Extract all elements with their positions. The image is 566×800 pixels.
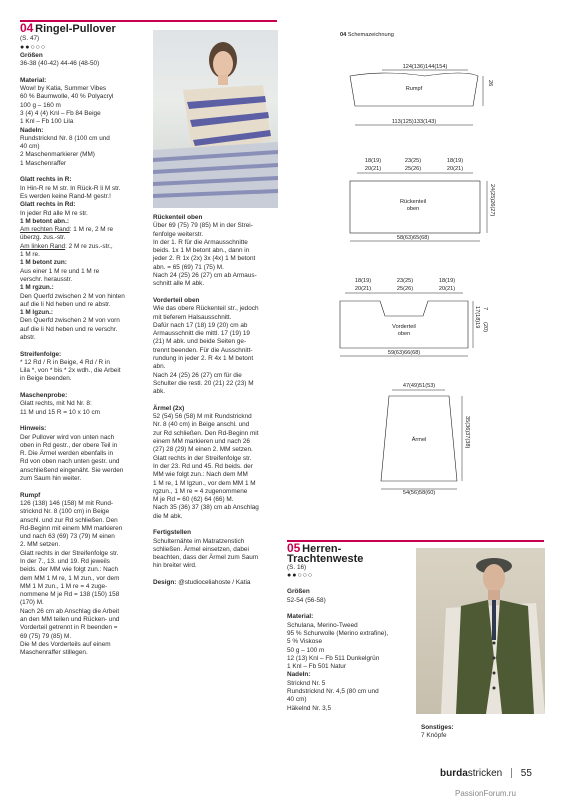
rumpf-line: beids. der MM wie folgt zun.: Nach: [20, 566, 119, 574]
rumpf-line: 69 (75) 79 (85) M.: [20, 632, 72, 640]
svg-text:124(136)144(154): 124(136)144(154): [402, 64, 448, 70]
rumpf-line: dem MM 1 M re, 1 M zun., vor dem: [20, 574, 120, 582]
aermel-line: 52 (54) 56 (58) M mit Rundstricknd: [153, 413, 252, 421]
rgzun-heading: 1 M rgzun.:: [20, 284, 54, 292]
svg-text:35(36)37(38): 35(36)37(38): [464, 416, 470, 449]
schema-rumpf: [350, 64, 493, 125]
rumpf-line: 2. MM setzen.: [20, 541, 61, 549]
section-04-rule: [20, 20, 277, 22]
svg-text:20(21): 20(21): [446, 166, 464, 172]
rumpf-line: (170) M.: [20, 599, 44, 607]
schema-title: 04 Schemazeichnung: [340, 32, 394, 38]
svg-text:25(26): 25(26): [396, 286, 414, 292]
rumpf-line: stricknd Nr. 8 (100 cm) in Beige: [20, 508, 110, 516]
aermel-line: Nr. 8 (40 cm) in Beige anschl. und: [153, 421, 250, 429]
ruecken-line: schnitt alle M abk.: [153, 280, 205, 288]
fertig-line: beachten, dass der Ärmel zum Saum: [153, 554, 259, 562]
svg-text:20(21): 20(21): [438, 286, 456, 292]
sizes-text: 52-54 (56-58): [287, 596, 326, 604]
zun-line: verschr. herausstr.: [20, 275, 73, 283]
material-line: Wow! by Katia, Summer Vibes: [20, 85, 107, 93]
glatt-r-line: In Hin-R re M str. In Rück-R li M str.: [20, 184, 121, 192]
rumpf-line: Die M des Vorderteils auf einem: [20, 640, 111, 648]
hinweis-line: Der Pullover wird von unten nach: [20, 433, 115, 441]
hinweis-line: zum Saum hin weiter.: [20, 475, 82, 483]
streifen-line: Lila *, von * bis * 2x wdh., die Arbeit: [20, 367, 121, 375]
difficulty-rating: ●●○○○: [20, 43, 47, 51]
rumpf-line: Maschenraffer stillegen.: [20, 649, 88, 657]
rumpf-line: an den MM teilen und Rücken- und: [20, 616, 120, 624]
material-line: Schulana, Merino-Tweed: [287, 621, 358, 629]
needles-line: Rundstricknd Nr. 4,5 (80 cm und: [287, 688, 379, 696]
aermel-line: Nach 35 (36) 37 (38) cm ab Anschlag: [153, 504, 259, 512]
glatt-r-line: Es werden keine Rand-M gestr.!: [20, 192, 111, 200]
pattern-05-ref: (S. 16): [287, 563, 307, 571]
ruecken-line: In der 1. R für die Armausschnitte: [153, 238, 248, 246]
svg-text:(20): (20): [482, 322, 488, 332]
rumpf-line: Rd-Beginn mit einem MM markieren: [20, 524, 123, 532]
probe-heading: Maschenprobe:: [20, 392, 68, 400]
vorder-line: trennt beenden. Für die Ausschnitt-: [153, 346, 253, 354]
abn-left-line: Am linken Rand: 2 M re zus.-str.,: [20, 242, 113, 250]
lgzun-line: auf die li Nd heben und re verschr.: [20, 325, 118, 333]
svg-text:oben: oben: [397, 331, 411, 337]
material-line: 100 g – 160 m: [20, 101, 61, 109]
aermel-line: MM wie folgt zun.: Nach dem MM: [153, 471, 248, 479]
material-line: 1 Knl – Fb 501 Natur: [287, 663, 346, 671]
schema-aermel: [381, 383, 470, 496]
ruecken-line: Über 69 (75) 79 (85) M in der Strei-: [153, 222, 253, 230]
watermark: PassionForum.ru: [455, 789, 516, 798]
svg-text:25(26): 25(26): [404, 166, 422, 172]
svg-text:113(125)133(143): 113(125)133(143): [391, 119, 437, 125]
svg-text:Rumpf: Rumpf: [405, 86, 423, 92]
svg-text:26: 26: [487, 80, 493, 87]
zun-heading: 1 M betont zun:: [20, 259, 67, 267]
vorder-line: mit tieferem Halsausschnitt.: [153, 313, 232, 321]
page-number: 55: [520, 768, 532, 779]
sonstiges-heading: Sonstiges:: [421, 724, 454, 731]
needles-heading: Nadeln:: [20, 126, 44, 134]
ruecken-line: fenfolge weiterstr.: [153, 230, 204, 238]
aermel-line: 1 M re, 1 M lgzun., vor dem MM 1 M: [153, 479, 256, 487]
vorder-line: Wie das obere Rückenteil str., jedoch: [153, 305, 259, 313]
pattern-04-heading: 04 Ringel-Pullover: [20, 21, 116, 35]
svg-text:Ärmel: Ärmel: [411, 437, 427, 443]
vorder-line: (21) M abk. und beide Seiten ge-: [153, 338, 247, 346]
photo-ringel-pullover: [153, 30, 278, 208]
vorder-line: Armausschnitt die mittl. 17 (19) 19: [153, 330, 250, 338]
lgzun-line: Den Querfd zwischen 2 M von vorn: [20, 317, 120, 325]
vorder-heading: Vorderteil oben: [153, 296, 200, 304]
aermel-line: Glatt rechts in der Streifenfolge str.: [153, 454, 252, 462]
needles-line: Häkelnd Nr. 3,5: [287, 704, 332, 712]
material-line: 50 g – 100 m: [287, 646, 325, 654]
fertig-heading: Fertigstellen: [153, 529, 191, 537]
ruecken-line: abn. = 65 (69) 71 (75) M.: [153, 263, 224, 271]
difficulty-rating: ●●○○○: [287, 571, 314, 579]
pattern-05-column: [287, 541, 407, 713]
aermel-line: einem MM markieren und nach 26: [153, 438, 250, 446]
page-footer: burdastricken 55: [440, 768, 532, 779]
material-heading: Material:: [287, 613, 314, 621]
vorder-line: rundung in jeder 2. R 4x 1 M betont: [153, 355, 254, 363]
probe-line: Glatt rechts, mit Nd Nr. 8:: [20, 400, 92, 408]
rumpf-line: MM 1 M zun., 1 M re = 4 zuge-: [20, 582, 108, 590]
hinweis-heading: Hinweis:: [20, 425, 47, 433]
rumpf-heading: Rumpf: [20, 491, 41, 499]
svg-text:17(18)19: 17(18)19: [474, 306, 480, 329]
aermel-line: (27) 28 (29) M einen 2. MM setzen.: [153, 446, 253, 454]
needles-line: 40 cm): [20, 143, 40, 151]
svg-text:47(49)51(53): 47(49)51(53): [402, 383, 436, 389]
rumpf-line: Glatt rechts in der Streifenfolge str.: [20, 549, 119, 557]
svg-text:18(19): 18(19): [364, 158, 382, 164]
needles-line: 40 cm): [287, 696, 307, 704]
svg-text:7: 7: [482, 307, 488, 311]
abn-right-line: überzg. zus.-str.: [20, 234, 66, 242]
material-line: 5 % Viskose: [287, 638, 323, 646]
ruecken-heading: Rückenteil oben: [153, 214, 203, 221]
vorder-line: Dafür nach 17 (18) 19 (20) cm ab: [153, 321, 248, 329]
hinweis-line: R. Die Ärmel werden ebenfalls in: [20, 450, 114, 458]
needles-line: Stricknd Nr. 5: [287, 679, 326, 687]
abn-heading: 1 M betont abn.:: [20, 217, 69, 225]
svg-text:54(56)58(60): 54(56)58(60): [402, 490, 436, 496]
streifen-heading: Streifenfolge:: [20, 350, 62, 358]
svg-text:58(63)65(68): 58(63)65(68): [396, 235, 430, 241]
svg-text:23(25): 23(25): [404, 158, 422, 164]
schema-vorderteil: [340, 278, 488, 356]
rgzun-line: auf die li Nd heben und re abstr.: [20, 300, 111, 308]
sizes-heading: Größen: [287, 588, 310, 596]
pattern-05-heading: 05 Herren-: [287, 541, 342, 555]
material-line: 3 (4) 4 (4) Knl – Fb 84 Beige: [20, 109, 101, 117]
svg-text:18(19): 18(19): [354, 278, 372, 284]
abn-left-line: 1 M re.: [20, 251, 40, 259]
svg-text:Rückenteil: Rückenteil: [399, 199, 427, 205]
svg-text:18(19): 18(19): [438, 278, 456, 284]
sizes-heading: Größen: [20, 51, 43, 59]
rumpf-line: Vorderteil getrennt in R beenden =: [20, 624, 118, 632]
schema-drawings: [285, 26, 545, 531]
rumpf-line: In der 7., 13. und 19. Rd jeweils: [20, 558, 110, 565]
needles-heading: Nadeln:: [287, 671, 311, 679]
svg-text:59(63)66(68): 59(63)66(68): [387, 350, 421, 356]
pattern-04-ref: (S. 47): [20, 35, 40, 43]
rumpf-line: 126 (138) 146 (158) M mit Rund-: [20, 499, 114, 507]
pattern-04-column-middle: [153, 214, 281, 587]
svg-text:23(25): 23(25): [396, 278, 414, 284]
ruecken-line: jeder 2. R 1x (2x) 3x (4x) 1 M betont: [153, 255, 256, 263]
fertig-line: schließen. Ärmel einsetzen, dabei: [153, 545, 249, 553]
zun-line: Aus einer 1 M re und 1 M re: [20, 267, 100, 275]
needles-line: 2 Maschenmarkierer (MM): [20, 151, 95, 159]
hinweis-line: anschließend eingenäht. Sie werden: [20, 466, 124, 474]
needles-line: 1 Maschenraffer: [20, 159, 67, 167]
sizes-text: 36-38 (40-42) 44-46 (48-50): [20, 60, 100, 68]
aermel-line: die M abk.: [153, 512, 183, 520]
vorder-line: abk.: [153, 388, 166, 396]
lgzun-line: abstr.: [20, 333, 36, 341]
material-heading: Material:: [20, 76, 47, 84]
man-figure-illustration: [416, 548, 545, 714]
design-credit: Design: @studioceliahoste / Katia: [153, 579, 251, 587]
aermel-line: zur Rd schließen. Den Rd-Beginn mit: [153, 429, 259, 437]
aermel-line: In der 23. Rd und 45. Rd beids. der: [153, 462, 253, 470]
rumpf-line: und nach 63 (69) 73 (79) M einen: [20, 533, 115, 541]
rumpf-line: nommene M je Rd = 138 (150) 158: [20, 591, 120, 599]
material-line: 1 Knl – Fb 100 Lila: [20, 118, 74, 126]
aermel-line: M je Rd = 60 (62) 64 (66) M.: [153, 496, 234, 504]
rgzun-line: Den Querfd zwischen 2 M von hinten: [20, 292, 125, 300]
glatt-rd-heading: Glatt rechts in Rd:: [20, 201, 76, 209]
glatt-rd-line: In jeder Rd alle M re str.: [20, 209, 88, 217]
aermel-heading: Ärmel (2x): [153, 404, 185, 412]
needles-line: Rundstricknd Nr. 8 (100 cm und: [20, 134, 110, 142]
pattern-04-column-left: [20, 21, 148, 658]
sonstiges-block: [421, 724, 541, 741]
photo-trachtenweste: [416, 548, 545, 714]
vorder-line: abn.: [153, 363, 166, 371]
svg-text:20(21): 20(21): [354, 286, 372, 292]
hinweis-line: Rd von oben nach unten gestr. und: [20, 458, 120, 466]
ruecken-line: beids. 1x 1 M betont abn., dann in: [153, 247, 250, 255]
svg-text:20(21): 20(21): [364, 166, 382, 172]
vorder-line: Schulter die restl. 20 (21) 22 (23) M: [153, 379, 254, 387]
fertig-line: Schulternähte im Matratzenstich: [153, 537, 245, 545]
glatt-r-heading: Glatt rechts in R:: [20, 176, 72, 184]
svg-text:oben: oben: [406, 206, 420, 212]
streifen-line: * 12 Rd / R in Beige, 4 Rd / R in: [20, 358, 110, 366]
probe-line: 11 M und 15 R = 10 x 10 cm: [20, 408, 100, 416]
rumpf-line: anschl. und zur Rd schließen. Den: [20, 516, 118, 524]
schema-rueckenteil: [350, 158, 495, 241]
fertig-line: hin breiter wird.: [153, 562, 197, 570]
section-05-rule: [287, 540, 544, 542]
material-line: 60 % Baumwolle, 40 % Polyacryl: [20, 93, 114, 101]
hinweis-line: oben in Rd gestr., der obere Teil in: [20, 441, 118, 449]
pattern-05-title-line2: Trachtenweste: [287, 553, 364, 566]
ruecken-line: Nach 24 (25) 26 (27) cm ab Armaus-: [153, 272, 257, 280]
svg-text:Vorderteil: Vorderteil: [392, 324, 416, 330]
streifen-line: in Beige beenden.: [20, 375, 72, 383]
svg-text:24(25)26(27): 24(25)26(27): [489, 184, 495, 217]
aermel-line: rgzun., 1 M re = 4 zugenommene: [153, 487, 248, 495]
svg-text:18(19): 18(19): [446, 158, 464, 164]
material-line: 95 % Schurwolle (Merino extrafine),: [287, 629, 389, 637]
sonstiges-text: 7 Knöpfe: [421, 732, 447, 740]
material-line: 12 (13) Knl – Fb 511 Dunkelgrün: [287, 654, 380, 662]
rumpf-line: Nach 26 cm ab Anschlag die Arbeit: [20, 607, 120, 615]
lgzun-heading: 1 M lgzun.:: [20, 309, 54, 317]
woman-figure-illustration: [153, 30, 278, 208]
abn-right-line: Am rechten Rand: 1 M re, 2 M re: [20, 226, 114, 234]
vorder-line: Nach 24 (25) 26 (27) cm für die: [153, 371, 242, 379]
